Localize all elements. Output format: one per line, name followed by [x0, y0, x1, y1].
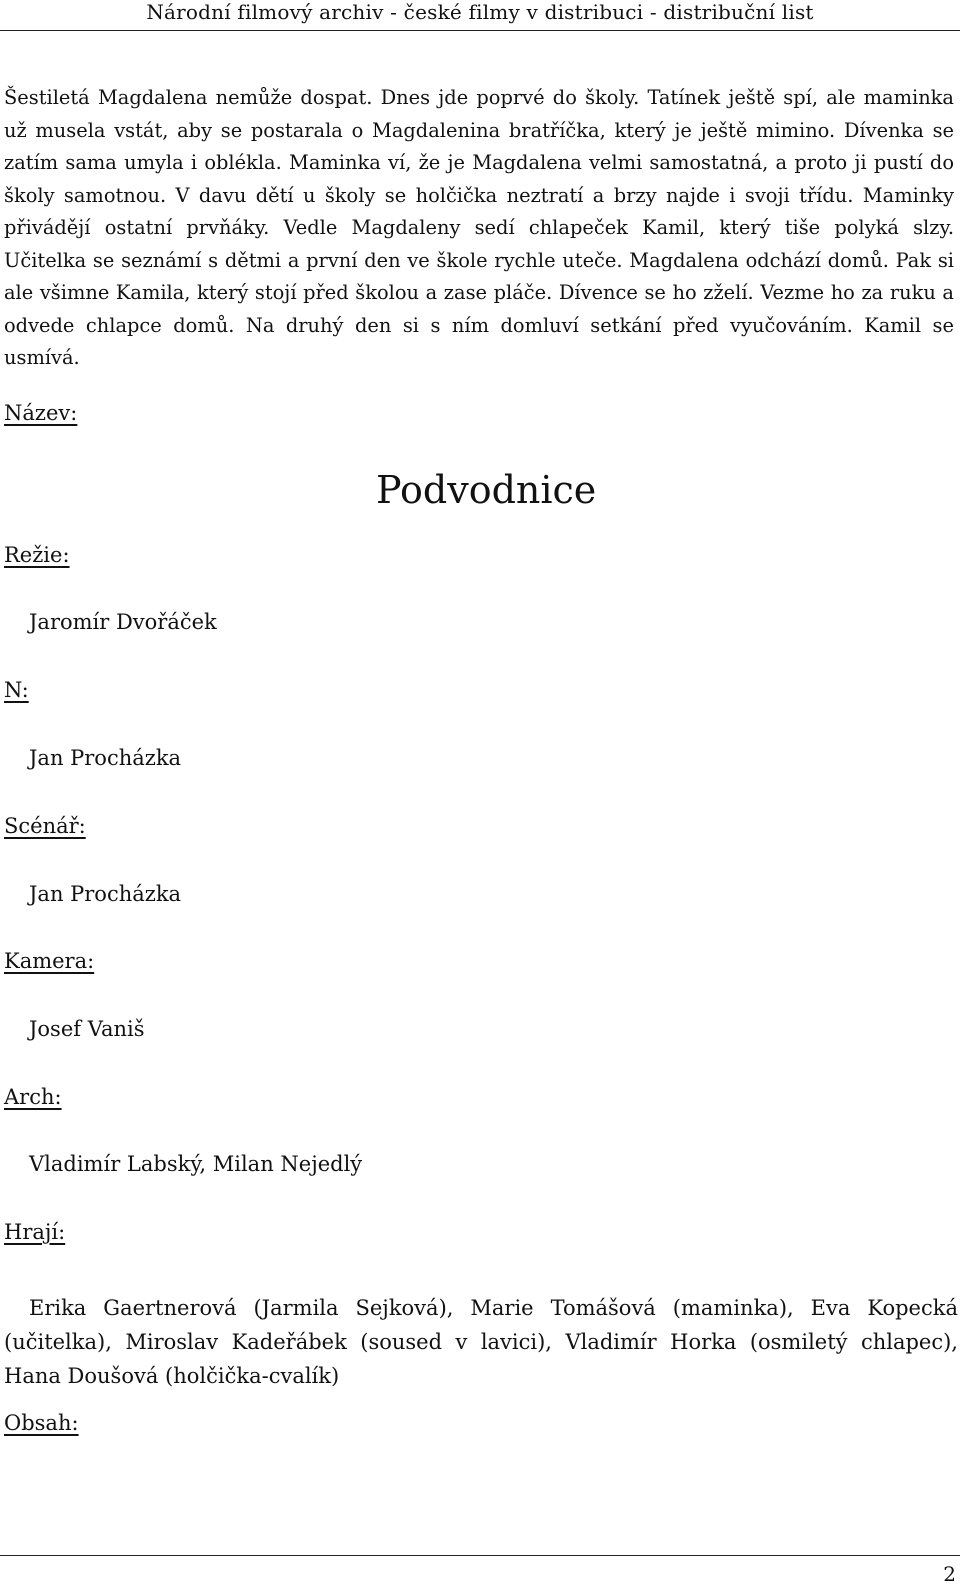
- header-divider: [0, 30, 960, 31]
- n-value: Jan Procházka: [29, 746, 182, 770]
- art-value: Vladimír Labský, Milan Nejedlý: [29, 1152, 363, 1176]
- cast-label: Hrají:: [4, 1220, 66, 1244]
- screenplay-value: Jan Procházka: [29, 882, 182, 906]
- content-label: Obsah:: [4, 1411, 79, 1435]
- film-title: Podvodnice: [376, 468, 597, 512]
- director-label: Režie:: [4, 543, 70, 567]
- synopsis-paragraph: Šestiletá Magdalena nemůže dospat. Dnes jde poprvé do školy. Tatínek ještě spí, ale maminka už musela vstát, aby se postarala o Magdalenina bratříčka, který je ještě mimino. Dívenka se zatím sama umyla i oblékla. Maminka ví, že je Magdalena velmi samostatná, a proto ji pustí do školy samotnou. V davu dětí u školy se holčička neztratí a brzy najde i svoji třídu. Maminky přivádějí ostatní prvňáky. Vedle Magdaleny sedí chlapeček Kamil, který tiše polyká slzy. Učitelka se seznámí s dětmi a první den ve škole rychle uteče. Magdalena odchází domů. Pak si ale všimne Kamila, který stojí před školou a zase pláče. Dívence se ho zželí. Vezme ho za ruku a odvede chlapce domů. Na druhý den si s ním domluví setkání před vyučováním. Kamil se usmívá.: [4, 86, 954, 369]
- page-number: 2: [943, 1562, 956, 1586]
- art-label: Arch:: [4, 1085, 62, 1109]
- director-value: Jaromír Dvořáček: [29, 610, 217, 634]
- cast-value: Erika Gaertnerová (Jarmila Sejková), Marie Tomášová (maminka), Eva Kopecká (učitelka), Miroslav Kadeřábek (soused v lavici), Vladimír Horka (osmiletý chlapec), Hana Doušová (holčička-cvalík): [4, 1296, 958, 1388]
- title-label: Název:: [4, 401, 78, 425]
- n-label: N:: [4, 678, 29, 702]
- screenplay-label: Scénář:: [4, 814, 86, 838]
- camera-label: Kamera:: [4, 949, 95, 973]
- footer-divider: [0, 1555, 960, 1556]
- document-header: Národní filmový archiv - české filmy v distribuci - distribuční list: [146, 0, 814, 24]
- camera-value: Josef Vaniš: [29, 1017, 145, 1041]
